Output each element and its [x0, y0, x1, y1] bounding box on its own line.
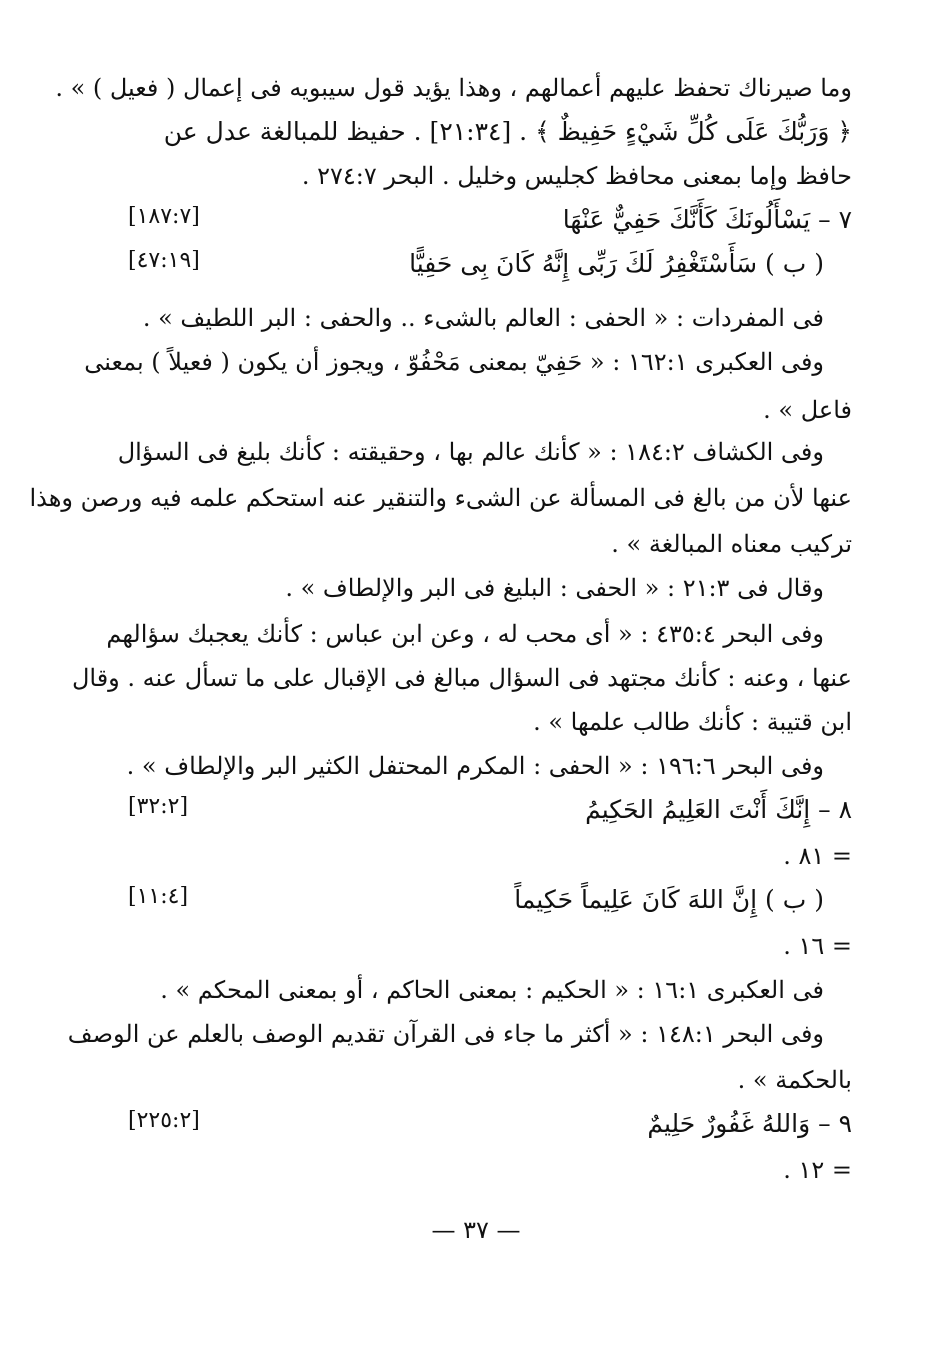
text-line: وفى البحر ١٩٦:٦ : « الحفى : المكرم المحتفل الكثير البر والإلطاف » . [126, 752, 824, 780]
verse-reference: [٢٢٥:٢] [128, 1108, 200, 1133]
page-number: — ٣٧ — [431, 1216, 521, 1244]
verse-reference: [١٨٧:٧] [128, 204, 200, 229]
text-line: فى العكبرى ١٦:١ : « الحكيم : بمعنى الحاكم ، أو بمعنى المحكم » . [160, 976, 824, 1004]
count-line: = ١٢ . [783, 1156, 852, 1184]
text-line: وقال فى ٢١:٣ : « الحفى : البليغ فى البر والإلطاف » . [285, 574, 824, 602]
verse-text: ٨ – إِنَّكَ أَنْتَ العَلِيمُ الحَكِيمُ [585, 795, 852, 824]
verse-reference: [١١:٤] [128, 884, 189, 909]
verse-reference: [٤٧:١٩] [128, 248, 200, 273]
verse-entry-8 [128, 794, 852, 826]
text-line: وما صيرناك تحفظ عليهم أعمالهم ، وهذا يؤيد قول سيبويه فى إعمال ( فعيل ) » . [55, 74, 852, 102]
verse-entry-7 [128, 204, 852, 236]
text-line: تركيب معناه المبالغة » . [611, 530, 852, 558]
text-line: عنها ، وعنه : كأنك مجتهد فى السؤال مبالغ فى الإقبال على ما تسأل عنه . وقال [71, 664, 852, 692]
verse-entry-8b [128, 884, 852, 916]
text-line: وفى البحر ٤٣٥:٤ : « أى محب له ، وعن ابن عباس : كأنك يعجبك سؤالهم [106, 620, 824, 648]
text-line: وفى البحر ١٤٨:١ : « أكثر ما جاء فى القرآن تقديم الوصف بالعلم عن الوصف [67, 1020, 824, 1048]
verse-reference: [٣٢:٢] [128, 794, 189, 819]
verse-text: ( ب ) سَأَسْتَغْفِرُ لَكَ رَبِّى إِنَّهُ كَانَ بِى حَفِيًّا [409, 249, 824, 278]
text-line: وفى العكبرى ١٦٢:١ : « حَفِيّ بمعنى مَحْفُوّ ، ويجوز أن يكون ( فعيلاً ) بمعنى [84, 348, 824, 376]
text-line: بالحكمة » . [737, 1066, 852, 1094]
verse-text: ٧ – يَسْأَلُونَكَ كَأَنَّكَ حَفِيٌّ عَنْهَا [562, 205, 852, 234]
text-line: حافظ وإما بمعنى محافظ كجليس وخليل . البحر ٢٧٤:٧ . [301, 162, 852, 190]
verse-text: ٩ – وَاللهُ غَفُورٌ حَلِيمٌ [647, 1109, 852, 1138]
text-line: وفى الكشاف ١٨٤:٢ : « كأنك عالم بها ، وحقيقته : كأنك بليغ فى السؤال [117, 438, 824, 466]
count-line: = ١٦ . [783, 932, 852, 960]
verse-text: ( ب ) إِنَّ اللهَ كَانَ عَلِيماً حَكِيماً [514, 885, 824, 914]
text-line: فى المفردات : « الحفى : العالم بالشىء .. والحفى : البر اللطيف » . [142, 304, 824, 332]
verse-entry-7b [128, 248, 852, 280]
count-line: = ٨١ . [783, 842, 852, 870]
text-line: ابن قتيبة : كأنك طالب علمها » . [533, 708, 852, 736]
text-line: فاعل » . [763, 396, 852, 424]
text-line: ﴿ وَرَبُّكَ عَلَى كُلِّ شَيْءٍ حَفِيظٌ ﴾ . [٢١:٣٤] . حفيظ للمبالغة عدل عن [163, 117, 852, 146]
verse-entry-9 [128, 1108, 852, 1140]
text-line: عنها لأن من بالغ فى المسألة عن الشىء والتنقير عنه استحكم علمه فيه ورصن وهذا [29, 484, 852, 512]
